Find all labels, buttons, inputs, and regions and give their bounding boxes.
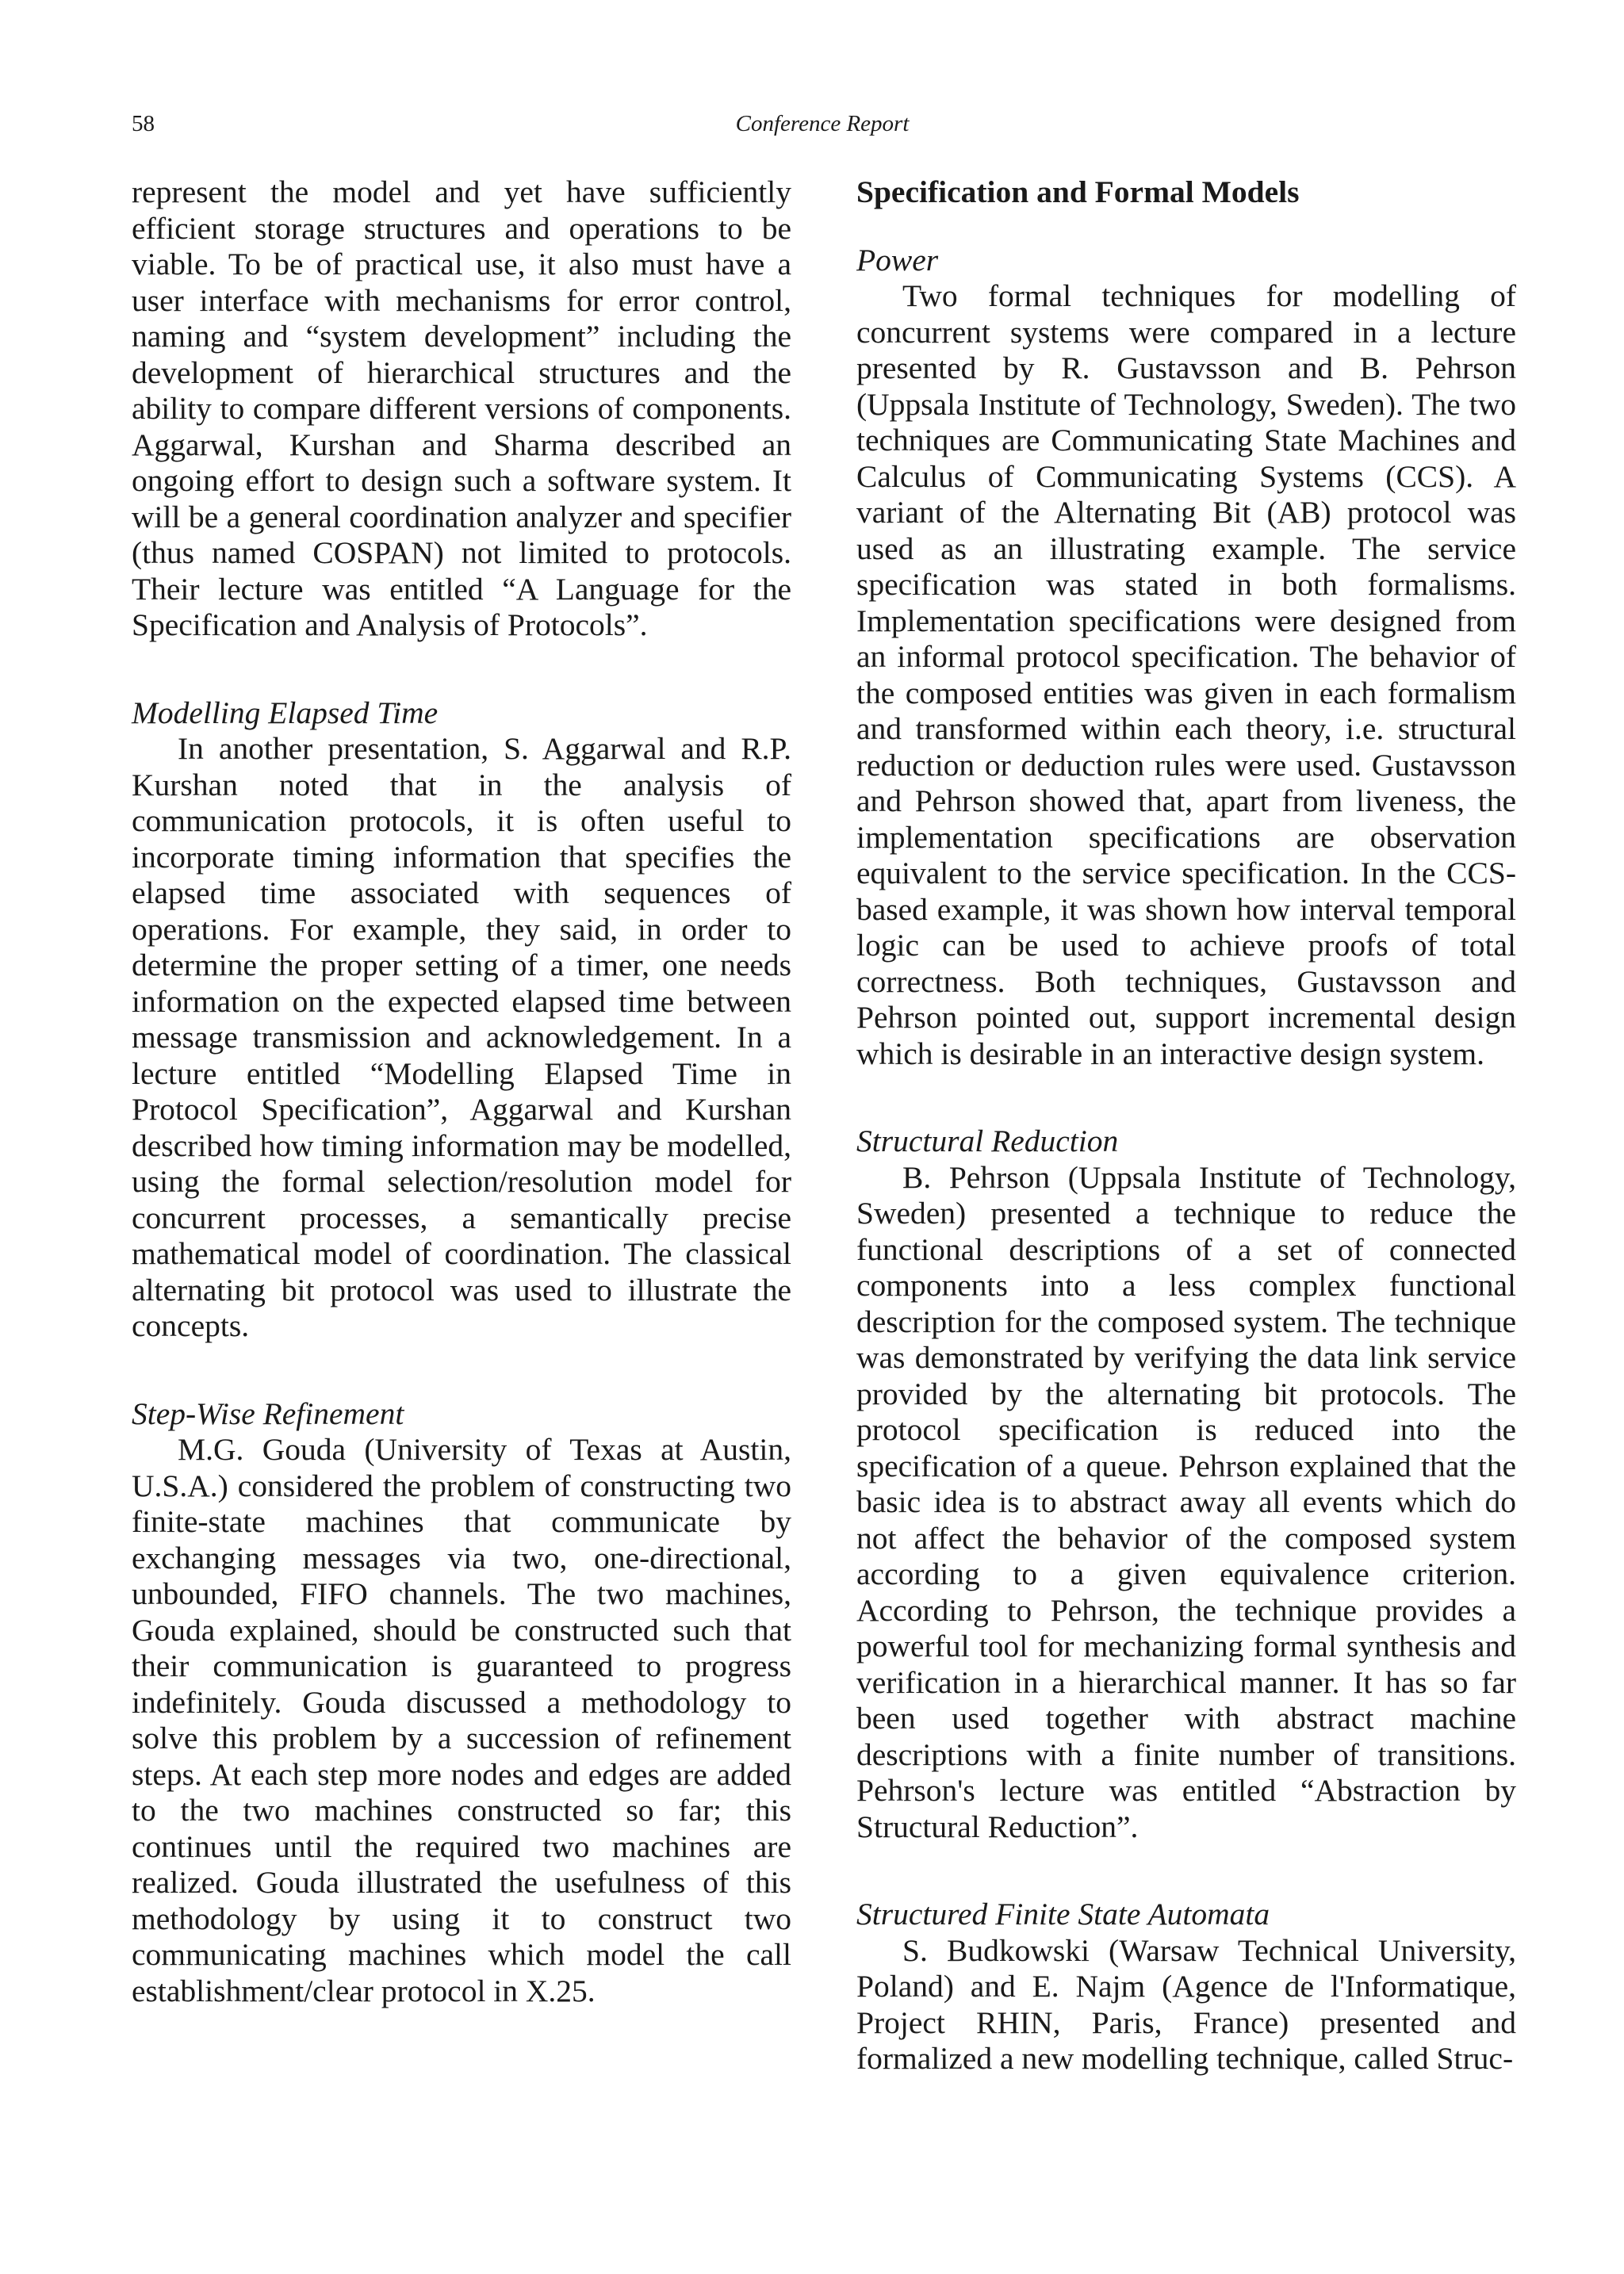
structural-reduction-paragraph: B. Pehrson (Uppsala Institute of Technology, Sweden) presented a technique to reduce the functional descriptions of a set of connected components into a less complex functional description for the composed system. The technique was demonstrated by verifying the data link service provided by the alternating bit protocols. The protocol specification is reduced into the specification of a queue. Pehrson explained that the basic idea is to abstract away all events which do not affect the behavior of the composed system according to a given equivalence criterion. According to Pehrson, the technique provides a powerful tool for mechanizing formal synthesis and verification in a hierarchical manner. It has so far been used together with abstract machine descriptions with a finite number of transitions. Pehrson's lecture was entitled “Abstraction by Structural Reduction”. — [856, 1159, 1516, 1844]
modelling-elapsed-time-heading: Modelling Elapsed Time — [132, 695, 439, 730]
right-column — [856, 174, 1516, 2077]
power-heading: Power — [856, 242, 939, 278]
step-wise-refinement-paragraph: M.G. Gouda (University of Texas at Austin, U.S.A.) considered the problem of constructing two finite-state machines that communicate by exchanging messages via two, one-directional, unbounded, FIFO channels. The two machines, Gouda explained, should be constructed such that their communication is guaranteed to progress indefinitely. Gouda discussed a methodology to solve this problem by a succession of refinement steps. At each step more nodes and edges are added to the two machines constructed so far; this continues until the required two machines are realized. Gouda illustrated the usefulness of this methodology by using it to construct two communicating machines which model the call establishment/clear protocol in X.25. — [132, 1432, 791, 2008]
structural-reduction-heading: Structural Reduction — [856, 1124, 1119, 1158]
modelling-elapsed-time-paragraph: In another presentation, S. Aggarwal and R.P. Kurshan noted that in the analysis of communication protocols, it is often useful to incorporate timing information that specifies the elapsed time associated with sequences of operations. For example, they said, in order to determine the proper setting of a timer, one needs information on the expected elapsed time between message transmission and acknowledgement. In a lecture entitled “Modelling Elapsed Time in Protocol Specification”, Aggarwal and Kurshan described how timing information may be modelled, using the formal selection/resolution model for concurrent processes, a semantically precise mathematical model of coordination. The classical alternating bit protocol was used to illustrate the concepts. — [132, 731, 791, 1343]
page-number: 58 — [132, 111, 155, 136]
step-wise-refinement-heading: Step-Wise Refinement — [132, 1395, 404, 1431]
structured-fsa-paragraph: S. Budkowski (Warsaw Technical University, Poland) and E. Najm (Agence de l'Informatique, Project RHIN, Paris, France) presented and formalized a new modelling technique, called Struc- — [856, 1932, 1516, 2076]
power-paragraph: Two formal techniques for modelling of concurrent systems were compared in a lecture presented by R. Gustavsson and B. Pehrson (Uppsala Institute of Technology, Sweden). The two techniques are Communicating State Machines and Calculus of Communicating Systems (CCS). A variant of the Alternating Bit (AB) protocol was used as an illustrating example. The service specification was stated in both formalisms. Implementation specifications were designed from an informal protocol specification. The behavior of the composed entities was given in each formalism and transformed within each theory, i.e. structural reduction or deduction rules were used. Gustavsson and Pehrson showed that, apart from liveness, the implementation specifications are observation equivalent to the service specification. In the CCS-based example, it was shown how interval temporal logic can be used to achieve proofs of total correctness. Both techniques, Gustavsson and Pehrson pointed out, support incremental design which is desirable in an interactive design system. — [856, 278, 1516, 1071]
left-column — [132, 174, 791, 2009]
page-header — [132, 111, 1513, 146]
running-title: Conference Report — [735, 111, 910, 136]
structured-fsa-heading: Structured Finite State Automata — [856, 1897, 1270, 1931]
intro-paragraph: represent the model and yet have sufficiently efficient storage structures and operations to be viable. To be of practical use, it also must have a user interface with mechanisms for error control, naming and “system development” including the development of hierarchical structures and the ability to compare different versions of components. Aggarwal, Kurshan and Sharma described an ongoing effort to design such a software system. It will be a general coordination analyzer and specifier (thus named COSPAN) not limited to protocols. Their lecture was entitled “A Language for the Specification and Analysis of Protocols”. — [132, 174, 791, 642]
section-heading: Specification and Formal Models — [856, 174, 1300, 209]
